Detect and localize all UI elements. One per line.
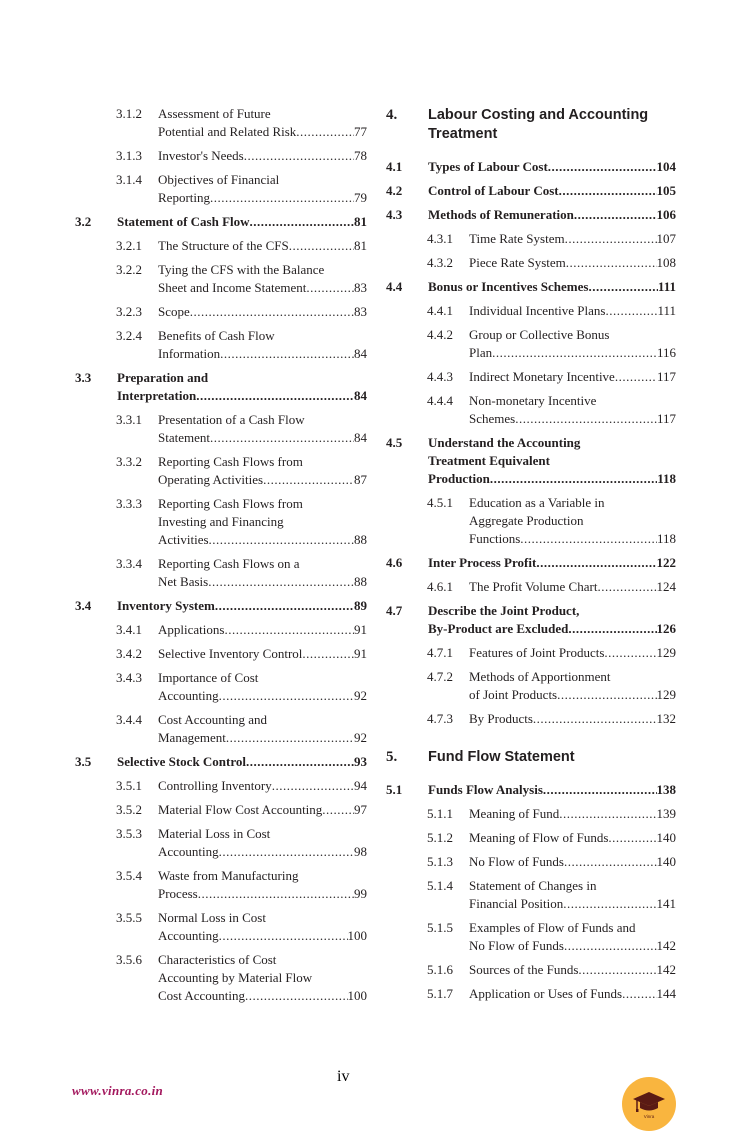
toc-entry-text: Statement of Changes in [469, 878, 597, 893]
dot-leader [219, 687, 354, 705]
toc-entry-number: 4. [386, 107, 398, 123]
toc-page-number: 106 [656, 207, 676, 222]
dot-leader [263, 471, 354, 489]
dot-leader [564, 937, 657, 955]
toc-entry-text: Methods of Remuneration [428, 207, 574, 222]
dot-leader [533, 710, 657, 728]
toc-entry-number: 3.5.1 [116, 778, 142, 793]
toc-entry-text: Selective Inventory Control [158, 646, 303, 661]
toc-page-number: 84 [354, 346, 367, 361]
toc-entry-title [469, 302, 676, 320]
toc-entry-title [469, 919, 676, 955]
toc-entry-title [158, 777, 367, 795]
toc-entry-number: 5.1.7 [427, 986, 453, 1001]
toc-entry-text: Meaning of Fund [469, 806, 560, 821]
toc-page-number: 77 [354, 124, 367, 139]
toc-page-number: 132 [656, 711, 676, 726]
toc-entry-text: Applications [158, 622, 225, 637]
dot-leader [615, 368, 657, 386]
dot-leader [196, 387, 354, 405]
toc-entry-title [469, 853, 676, 871]
toc-entry-number: 4.4.2 [427, 327, 453, 342]
toc-entry-text: Schemes [469, 411, 516, 426]
toc-entry-text: Types of Labour Cost [428, 159, 548, 174]
toc-entry-text: Preparation and [117, 370, 209, 385]
toc-entry-text: The Profit Volume Chart [469, 579, 598, 594]
toc-entry-number: 4.4.4 [427, 393, 453, 408]
toc-entry-text: Benefits of Cash Flow [158, 328, 275, 343]
toc-page-number: 111 [657, 303, 676, 318]
toc-entry-title [469, 985, 676, 1003]
toc-entry-title [469, 710, 676, 728]
toc-entry-title [469, 326, 676, 362]
dot-leader [515, 410, 657, 428]
dot-leader [246, 753, 354, 771]
toc-entry-text: Accounting [158, 688, 219, 703]
dot-leader [244, 147, 354, 165]
toc-entry-number: 3.5.3 [116, 826, 142, 841]
dot-leader [605, 302, 657, 320]
toc-page-number: 79 [354, 190, 367, 205]
toc-page-number: 81 [354, 214, 367, 229]
toc-entry-text: Accounting [158, 928, 219, 943]
toc-entry-text: Objectives of Financial [158, 172, 280, 187]
toc-entry-text: Inter Process Profit [428, 555, 537, 570]
toc-entry-number: 4.5 [386, 435, 403, 450]
toc-entry-text: By Products [469, 711, 533, 726]
toc-page-number: 91 [354, 646, 367, 661]
toc-entry-number: 3.4 [75, 598, 92, 613]
dot-leader [578, 961, 656, 979]
toc-entry-text: Statement [158, 430, 210, 445]
toc-entry-number: 3.2.3 [116, 304, 142, 319]
toc-entry-text: No Flow of Funds [469, 854, 564, 869]
toc-entry-text: Accounting by Material Flow [158, 970, 313, 985]
toc-entry-title [158, 453, 367, 489]
dot-leader [520, 530, 657, 548]
toc-entry-text: Accounting [158, 844, 219, 859]
dot-leader [559, 182, 657, 200]
toc-entry-text: Cost Accounting [158, 988, 246, 1003]
toc-page-number: 88 [354, 574, 367, 589]
toc-entry-number: 5.1.6 [427, 962, 453, 977]
toc-entry-number: 3.2 [75, 214, 92, 229]
toc-entry-text: Characteristics of Cost [158, 952, 277, 967]
toc-page-number: 142 [656, 938, 676, 953]
dot-leader [302, 645, 354, 663]
toc-entry-number: 4.4.3 [427, 369, 453, 384]
toc-entry-title [117, 753, 367, 771]
toc-page-number: 139 [656, 806, 676, 821]
toc-entry-text: Application or Uses of Funds [469, 986, 623, 1001]
dot-leader [220, 345, 354, 363]
toc-entry-number: 3.5 [75, 754, 92, 769]
toc-page-number: 126 [656, 621, 676, 636]
dot-leader [492, 344, 657, 362]
toc-entry-number: 4.3.1 [427, 231, 453, 246]
toc-entry-title [428, 781, 676, 799]
dot-leader [568, 620, 656, 638]
toc-page-number: 99 [354, 886, 367, 901]
toc-entry-title [117, 213, 367, 231]
toc-entry-number: 5.1.3 [427, 854, 453, 869]
dot-leader [490, 470, 657, 488]
toc-page-number: 118 [657, 471, 676, 486]
dot-leader [565, 230, 657, 248]
toc-entry-number: 3.4.1 [116, 622, 142, 637]
toc-entry-title [158, 555, 367, 591]
dot-leader [563, 895, 656, 913]
toc-entry-text: No Flow of Funds [469, 938, 564, 953]
toc-entry-number: 5.1 [386, 782, 403, 797]
toc-entry-text: Non-monetary Incentive [469, 393, 597, 408]
toc-entry-title [117, 597, 367, 615]
toc-entry-text: Examples of Flow of Funds and [469, 920, 636, 935]
toc-entry-number: 4.6.1 [427, 579, 453, 594]
toc-entry-title [158, 147, 367, 165]
toc-page-number: 122 [656, 555, 676, 570]
toc-entry-title [158, 303, 367, 321]
toc-entry-number: 5.1.4 [427, 878, 453, 893]
dot-leader [210, 429, 354, 447]
toc-entry-title [428, 602, 676, 638]
toc-entry-text: Reporting Cash Flows from [158, 454, 303, 469]
toc-entry-title [158, 711, 367, 747]
toc-entry-text: Importance of Cost [158, 670, 259, 685]
toc-page-number: 78 [354, 148, 367, 163]
toc-entry-number: 4.3.2 [427, 255, 453, 270]
toc-entry-number: 3.1.2 [116, 106, 142, 121]
toc-entry-title [158, 951, 367, 1005]
toc-entry-number: 3.3.3 [116, 496, 142, 511]
toc-entry-number: 3.4.3 [116, 670, 142, 685]
toc-entry-title [158, 237, 367, 255]
toc-entry-text: Treatment Equivalent [428, 453, 550, 468]
toc-entry-text: Selective Stock Control [117, 754, 247, 769]
toc-entry-number: 3.3.4 [116, 556, 142, 571]
toc-entry-text: Labour Costing and Accounting [428, 107, 649, 123]
toc-page-number: 144 [656, 986, 676, 1001]
toc-entry-number: 4.2 [386, 183, 403, 198]
dot-leader [557, 686, 656, 704]
graduation-cap-icon [631, 1089, 667, 1119]
toc-entry-text: Bonus or Incentives Schemes [428, 279, 589, 294]
toc-entry-number: 4.7.1 [427, 645, 453, 660]
toc-entry-title [469, 644, 676, 662]
toc-entry-text: Information [158, 346, 221, 361]
toc-page-number: 107 [656, 231, 676, 246]
toc-entry-number: 5.1.1 [427, 806, 453, 821]
page-number: iv [337, 1068, 350, 1085]
toc-entry-text: Controlling Inventory [158, 778, 272, 793]
toc-entry-text: Statement of Cash Flow [117, 214, 250, 229]
dot-leader [588, 278, 657, 296]
toc-entry-text: Control of Labour Cost [428, 183, 559, 198]
toc-entry-text: Piece Rate System [469, 255, 566, 270]
toc-entry-title [158, 327, 367, 363]
toc-entry-text: Financial Position [469, 896, 564, 911]
toc-entry-text: Functions [469, 531, 521, 546]
toc-page-number: 87 [354, 472, 367, 487]
toc-entry-text: Investor's Needs [158, 148, 244, 163]
dot-leader [215, 597, 354, 615]
toc-entry-title [469, 368, 676, 386]
toc-entry-text: Potential and Related Risk [158, 124, 297, 139]
toc-entry-text: Understand the Accounting [428, 435, 581, 450]
toc-page-number: 142 [656, 962, 676, 977]
dot-leader [198, 885, 354, 903]
toc-page-number: 108 [656, 255, 676, 270]
toc-entry-text: Material Loss in Cost [158, 826, 271, 841]
toc-entry-text: Process [158, 886, 198, 901]
toc-entry-number: 3.5.6 [116, 952, 142, 967]
toc-entry-number: 3.5.2 [116, 802, 142, 817]
toc-entry-number: 3.2.2 [116, 262, 142, 277]
toc-entry-number: 3.2.4 [116, 328, 142, 343]
toc-page-number: 83 [354, 280, 367, 295]
dot-leader [566, 254, 657, 272]
toc-entry-text: Investing and Financing [158, 514, 284, 529]
dot-leader [209, 531, 354, 549]
toc-entry-title [428, 434, 676, 488]
toc-page-number: 141 [656, 896, 676, 911]
toc-page-number: 116 [656, 345, 676, 360]
toc-entry-title [158, 909, 367, 945]
toc-page-number: 93 [354, 754, 367, 769]
toc-page-number: 124 [656, 579, 676, 594]
toc-entry-title [469, 805, 676, 823]
toc-entry-number: 4.4.1 [427, 303, 453, 318]
toc-entry-title [158, 411, 367, 447]
dot-leader [608, 829, 656, 847]
toc-entry-number: 4.7.3 [427, 711, 453, 726]
toc-entry-text: Sources of the Funds [469, 962, 579, 977]
toc-entry-title [469, 961, 676, 979]
toc-entry-number: 3.4.4 [116, 712, 142, 727]
toc-page-number: 117 [656, 369, 676, 384]
toc-entry-title [158, 867, 367, 903]
graduation-cap-logo-icon [622, 1077, 676, 1131]
svg-text:Vinra: Vinra [643, 1114, 655, 1119]
toc-page-number: 88 [354, 532, 367, 547]
toc-entry-number: 4.4 [386, 279, 403, 294]
toc-entry-title [158, 495, 367, 549]
toc-page-number: 100 [347, 928, 367, 943]
dot-leader [564, 853, 657, 871]
toc-page-number: 89 [354, 598, 367, 613]
dot-leader [245, 987, 347, 1005]
toc-page-number: 129 [656, 687, 676, 702]
dot-leader [289, 237, 354, 255]
toc-page-number: 138 [656, 782, 676, 797]
toc-page-number: 92 [354, 688, 367, 703]
toc-entry-title [469, 254, 676, 272]
toc-entry-number: 4.3 [386, 207, 403, 222]
toc-entry-title [428, 158, 676, 176]
toc-entry-title [158, 801, 367, 819]
dot-leader [548, 158, 657, 176]
toc-page-number: 94 [354, 778, 367, 793]
dot-leader [224, 621, 354, 639]
toc-entry-text: Waste from Manufacturing [158, 868, 299, 883]
toc-entry-text: Plan [469, 345, 493, 360]
toc-entry-title [158, 171, 367, 207]
toc-entry-text: Fund Flow Statement [428, 749, 575, 765]
dot-leader [322, 801, 354, 819]
toc-entry-title [469, 392, 676, 428]
toc-entry-text: Reporting Cash Flows on a [158, 556, 300, 571]
toc-page-number: 117 [656, 411, 676, 426]
toc-entry-text: Treatment [428, 126, 498, 142]
toc-entry-text: Cost Accounting and [158, 712, 268, 727]
dot-leader [272, 777, 354, 795]
toc-entry-title [469, 230, 676, 248]
toc-entry-title [469, 877, 676, 913]
toc-page-number: 84 [354, 388, 367, 403]
dot-leader [226, 729, 354, 747]
toc-entry-text: Operating Activities [158, 472, 264, 487]
toc-page-number: 104 [656, 159, 676, 174]
toc-entry-title [469, 578, 676, 596]
toc-page-number: 97 [354, 802, 367, 817]
toc-page-number: 111 [657, 279, 676, 294]
toc-entry-number: 4.6 [386, 555, 403, 570]
toc-entry-title [158, 645, 367, 663]
dot-leader [597, 578, 656, 596]
dot-leader [219, 927, 348, 945]
toc-entry-text: Time Rate System [469, 231, 565, 246]
toc-entry-number: 3.3.2 [116, 454, 142, 469]
toc-page-number: 81 [354, 238, 367, 253]
toc-entry-number: 3.2.1 [116, 238, 142, 253]
toc-entry-number: 4.5.1 [427, 495, 453, 510]
toc-entry-text: Tying the CFS with the Balance [158, 262, 325, 277]
toc-page-number: 84 [354, 430, 367, 445]
toc-entry-text: The Structure of the CFS [158, 238, 289, 253]
toc-entry-title [158, 669, 367, 705]
toc-page-number: 105 [656, 183, 676, 198]
dot-leader [604, 644, 656, 662]
toc-page-number: 98 [354, 844, 367, 859]
toc-entry-text: Aggregate Production [469, 513, 584, 528]
dot-leader [296, 123, 354, 141]
footer-website-link[interactable]: www.vinra.co.in [72, 1083, 164, 1098]
toc-entry-number: 3.1.3 [116, 148, 142, 163]
toc-entry-number: 5. [386, 749, 398, 765]
toc-entry-title [158, 105, 367, 141]
toc-page-number: 140 [656, 854, 676, 869]
dot-leader [250, 213, 354, 231]
toc-entry-number: 4.7 [386, 603, 403, 618]
toc-entry-text: Indirect Monetary Incentive [469, 369, 615, 384]
toc-entry-text: Group or Collective Bonus [469, 327, 610, 342]
toc-entry-number: 4.1 [386, 159, 403, 174]
toc-entry-title [469, 829, 676, 847]
toc-entry-title [158, 621, 367, 639]
toc-entry-number: 5.1.2 [427, 830, 453, 845]
toc-entry-text: Education as a Variable in [469, 495, 605, 510]
toc-entry-text: Assessment of Future [158, 106, 271, 121]
toc-page-number: 91 [354, 622, 367, 637]
dot-leader [219, 843, 354, 861]
toc-page-number: 83 [354, 304, 367, 319]
toc-page-number: 92 [354, 730, 367, 745]
toc-entry-text: Reporting [158, 190, 210, 205]
toc-entry-text: Management [158, 730, 226, 745]
toc-entry-text: Individual Incentive Plans [469, 303, 606, 318]
toc-entry-title [117, 369, 367, 405]
toc-entry-text: Activities [158, 532, 209, 547]
dot-leader [559, 805, 656, 823]
toc-page-number: 118 [656, 531, 676, 546]
toc-page-number: 100 [347, 988, 367, 1003]
toc-entry-text: Presentation of a Cash Flow [158, 412, 305, 427]
toc-entry-number: 3.5.5 [116, 910, 142, 925]
toc-entry-text: Net Basis [158, 574, 209, 589]
toc-entry-title [469, 494, 676, 548]
dot-leader [543, 781, 657, 799]
dot-leader [536, 554, 656, 572]
toc-entry-text: Funds Flow Analysis [428, 782, 543, 797]
toc-entry-text: Material Flow Cost Accounting [158, 802, 323, 817]
dot-leader [306, 279, 354, 297]
toc-entry-title [428, 278, 676, 296]
dot-leader [208, 573, 354, 591]
toc-entry-number: 3.1.4 [116, 172, 142, 187]
toc-entry-title [158, 261, 367, 297]
toc-entry-text: Interpretation [117, 388, 197, 403]
toc-entry-title [469, 668, 676, 704]
toc-entry-text: Features of Joint Products [469, 645, 605, 660]
toc-page-number: 140 [656, 830, 676, 845]
dot-leader [574, 206, 657, 224]
toc-entry-title [158, 825, 367, 861]
toc-entry-text: Reporting Cash Flows from [158, 496, 303, 511]
toc-page-number: 129 [656, 645, 676, 660]
toc-entry-number: 4.7.2 [427, 669, 453, 684]
toc-entry-title [428, 182, 676, 200]
toc-entry-text: Meaning of Flow of Funds [469, 830, 609, 845]
toc-entry-text: Methods of Apportionment [469, 669, 611, 684]
dot-leader [190, 303, 354, 321]
toc-entry-text: Scope [158, 304, 190, 319]
toc-entry-text: of Joint Products [469, 687, 558, 702]
toc-entry-number: 3.4.2 [116, 646, 142, 661]
toc-entry-number: 3.5.4 [116, 868, 142, 883]
toc-entry-text: By-Product are Excluded [428, 621, 569, 636]
dot-leader [622, 985, 656, 1003]
toc-entry-number: 3.3.1 [116, 412, 142, 427]
toc-entry-title [428, 554, 676, 572]
toc-entry-text: Sheet and Income Statement [158, 280, 307, 295]
toc-entry-text: Production [428, 471, 490, 486]
toc-entry-number: 3.3 [75, 370, 92, 385]
toc-entry-text: Inventory System [117, 598, 215, 613]
toc-entry-title [428, 106, 676, 144]
toc-entry-number: 5.1.5 [427, 920, 453, 935]
toc-entry-title [428, 206, 676, 224]
toc-entry-title [428, 748, 676, 767]
toc-entry-text: Describe the Joint Product, [428, 603, 580, 618]
toc-entry-text: Normal Loss in Cost [158, 910, 266, 925]
dot-leader [210, 189, 354, 207]
